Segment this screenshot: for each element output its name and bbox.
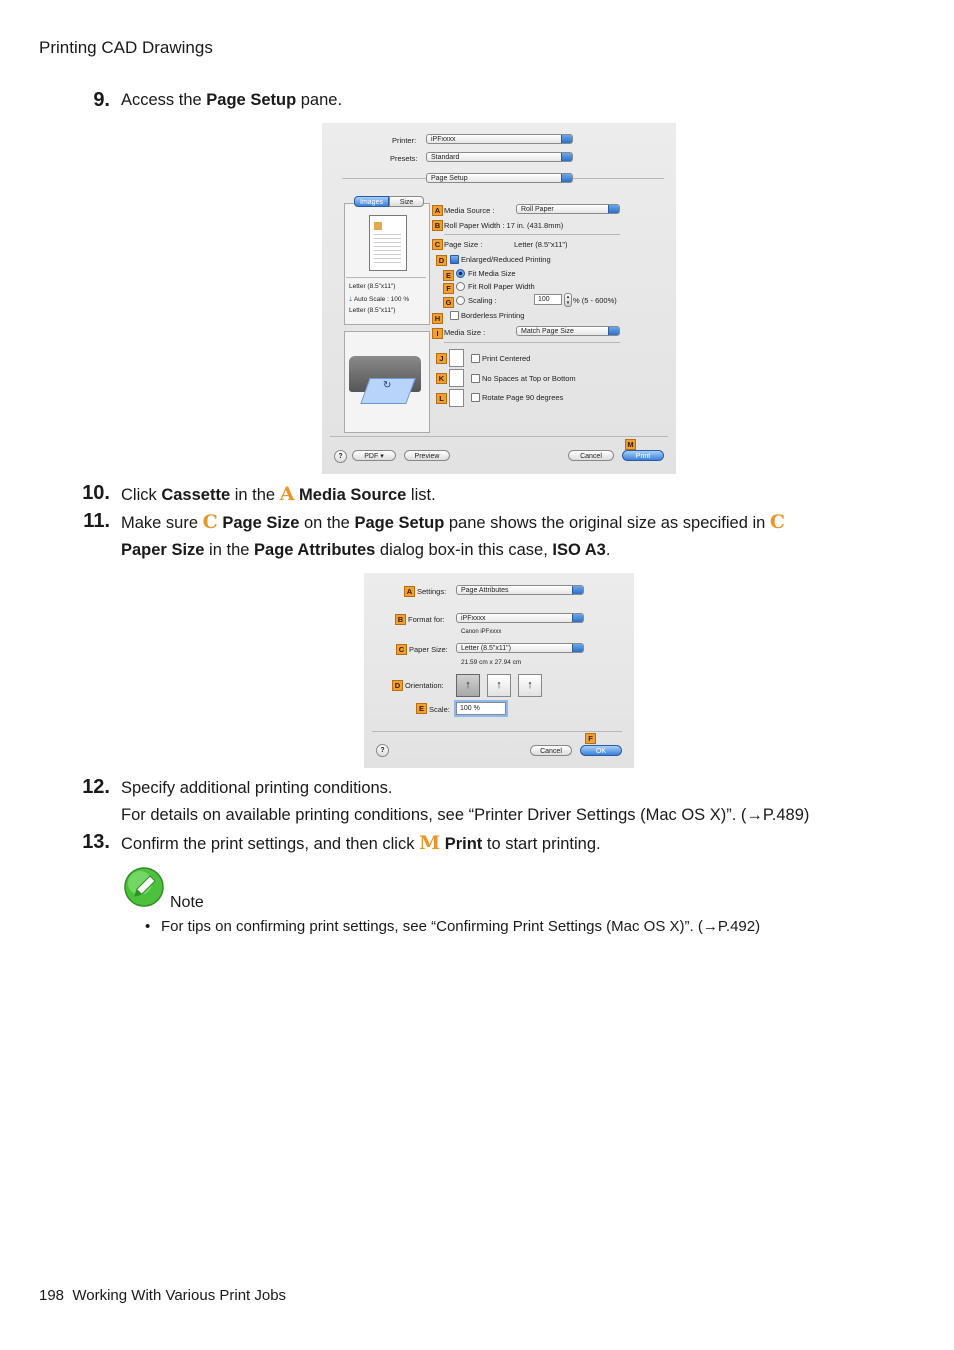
format-for-sub: Canon iPFxxxx xyxy=(461,629,502,635)
page-header: Printing CAD Drawings xyxy=(39,38,213,57)
pdf-button[interactable]: PDF ▾ xyxy=(352,450,396,461)
borderless-printing-checkbox[interactable] xyxy=(450,311,459,320)
print-centered-checkbox[interactable] xyxy=(471,354,480,363)
page-size-label: Page Size : xyxy=(444,240,483,249)
preview-tabs xyxy=(354,196,424,207)
scaling-stepper[interactable]: ▴ ▾ xyxy=(564,293,572,307)
key-badge-d: D xyxy=(392,680,403,691)
key-badge-b: B xyxy=(395,614,406,625)
help-button[interactable]: ? xyxy=(334,450,347,463)
format-for-popup[interactable]: iPFxxxx xyxy=(456,613,584,623)
note-text: For tips on confirming print settings, see “Confirming Print Settings (Mac OS X)”. (→P.492) xyxy=(161,918,761,935)
enlarged-reduced-label: Enlarged/Reduced Printing xyxy=(461,255,551,264)
orientation-label: Orientation: xyxy=(405,681,444,690)
tab-size[interactable]: Size xyxy=(389,196,424,207)
preview-button[interactable]: Preview xyxy=(404,450,450,461)
orientation-landscape-icon[interactable]: ↑ xyxy=(487,674,511,697)
help-button[interactable]: ? xyxy=(376,744,389,757)
note-title: Note xyxy=(170,894,204,911)
enlarged-reduced-checkbox[interactable] xyxy=(450,255,459,264)
divider xyxy=(346,277,426,278)
divider xyxy=(444,234,620,235)
paper-size-label: Paper Size: xyxy=(409,645,448,654)
scaling-radio[interactable] xyxy=(456,296,465,305)
printer-illustration-panel xyxy=(344,331,430,433)
step-12-text: Specify additional printing conditions. For details on available printing conditions, see “Printer Driver Settings (Mac OS X)”. (→P.489) xyxy=(121,779,810,824)
key-letter-m: M xyxy=(419,832,441,854)
media-source-popup[interactable]: Roll Paper xyxy=(516,204,620,214)
scaling-range-label: % (5 - 600%) xyxy=(573,296,617,305)
paper-size-sub: 21.59 cm x 27.94 cm xyxy=(461,659,522,666)
key-badge-k: K xyxy=(436,373,447,384)
step-11-number: 11. xyxy=(83,510,110,532)
pencil-note-icon xyxy=(124,867,164,907)
step-13-number: 13. xyxy=(82,831,110,853)
settings-label: Settings: xyxy=(417,587,447,596)
page-setup-dialog-screenshot xyxy=(322,123,676,474)
page-footer xyxy=(39,1287,286,1304)
rotate-page-icon xyxy=(449,389,464,407)
ok-button[interactable]: OK xyxy=(580,745,622,756)
key-badge-h: H xyxy=(432,313,443,324)
key-badge-l: L xyxy=(436,393,447,404)
footer-section: Working With Various Print Jobs xyxy=(72,1287,287,1304)
cancel-button[interactable]: Cancel xyxy=(568,450,614,461)
no-spaces-icon xyxy=(449,369,464,387)
key-badge-a: A xyxy=(404,586,415,597)
scaling-input[interactable]: 100 xyxy=(534,294,562,305)
step-10-number: 10. xyxy=(82,482,110,504)
page-preview-thumbnail xyxy=(369,215,407,271)
fit-roll-paper-width-radio[interactable] xyxy=(456,282,465,291)
preview-line-2: 🡓 Auto Scale : 100 % xyxy=(349,296,410,303)
print-button[interactable]: Print xyxy=(622,450,664,461)
presets-label: Presets: xyxy=(390,154,418,163)
media-size-popup[interactable]: Match Page Size xyxy=(516,326,620,336)
no-spaces-checkbox[interactable] xyxy=(471,374,480,383)
step-9-text: Access the Page Setup pane. xyxy=(121,91,343,109)
step-11-text: Make sure C Page Size on the Page Setup pane shows the original size as specified in C Paper Size in the Page Attributes dialog box-in this case, ISO A3. xyxy=(121,511,786,559)
key-letter-a: A xyxy=(279,483,295,505)
printer-label: Printer: xyxy=(392,136,417,145)
scale-label: Scale: xyxy=(429,705,450,714)
fit-roll-paper-width-label: Fit Roll Paper Width xyxy=(468,282,535,291)
preview-line-1: Letter (8.5"x11") xyxy=(349,283,396,290)
step-9-number: 9. xyxy=(93,89,110,111)
fit-media-size-radio[interactable] xyxy=(456,269,465,278)
divider xyxy=(372,731,622,732)
fit-media-size-label: Fit Media Size xyxy=(468,269,516,278)
key-badge-a: A xyxy=(432,205,443,216)
key-badge-c: C xyxy=(396,644,407,655)
key-badge-e: E xyxy=(416,703,427,714)
preview-line-3: Letter (8.5"x11") xyxy=(349,307,396,314)
page-number: 198 xyxy=(39,1287,65,1304)
key-badge-g: G xyxy=(443,297,454,308)
key-badge-f: F xyxy=(443,283,454,294)
rotate-page-label: Rotate Page 90 degrees xyxy=(482,393,564,402)
key-letter-c: C xyxy=(769,511,786,533)
key-badge-e: E xyxy=(443,270,454,281)
divider xyxy=(444,342,620,343)
key-badge-b: B xyxy=(432,220,443,231)
page-size-value: Letter (8.5"x11") xyxy=(514,240,568,249)
pane-popup[interactable]: Page Setup xyxy=(426,173,573,183)
key-badge-c: C xyxy=(432,239,443,250)
divider xyxy=(330,436,668,437)
media-source-label: Media Source : xyxy=(444,206,495,215)
key-badge-f: F xyxy=(585,733,596,744)
media-size-label: Media Size : xyxy=(444,328,486,337)
orientation-portrait-icon[interactable]: ↑ xyxy=(456,674,480,697)
key-badge-m: M xyxy=(625,439,636,450)
presets-popup[interactable]: Standard xyxy=(426,152,573,162)
key-badge-d: D xyxy=(436,255,447,266)
scaling-label: Scaling : xyxy=(468,296,497,305)
step-10-text: Click Cassette in the A Media Source list. xyxy=(121,483,436,505)
orientation-reverse-landscape-icon[interactable]: ↑ xyxy=(518,674,542,697)
key-letter-c: C xyxy=(202,511,218,533)
print-centered-label: Print Centered xyxy=(482,354,531,363)
cancel-button[interactable]: Cancel xyxy=(530,745,572,756)
step-13-text: Confirm the print settings, and then click M Print to start printing. xyxy=(121,832,601,854)
format-for-label: Format for: xyxy=(408,615,445,624)
borderless-printing-label: Borderless Printing xyxy=(461,311,525,320)
step-12-number: 12. xyxy=(82,776,110,798)
page-attributes-dialog-screenshot xyxy=(364,573,634,768)
settings-popup[interactable]: Page Attributes xyxy=(456,585,584,595)
scale-input[interactable]: 100 % xyxy=(456,702,506,715)
tab-images[interactable]: Images xyxy=(354,196,389,207)
arrow-down-icon: 🡓 xyxy=(349,296,354,303)
print-centered-icon xyxy=(449,349,464,367)
note-bullet: • xyxy=(145,918,151,935)
rotate-page-checkbox[interactable] xyxy=(471,393,480,402)
roll-paper-width-label: Roll Paper Width : 17 in. (431.8mm) xyxy=(444,221,564,230)
printer-popup[interactable]: iPFxxxx xyxy=(426,134,573,144)
key-badge-j: J xyxy=(436,353,447,364)
key-badge-i: I xyxy=(432,328,443,339)
rotate-arrow-icon: ↻ xyxy=(383,380,392,391)
no-spaces-label: No Spaces at Top or Bottom xyxy=(482,374,576,383)
paper-size-popup[interactable]: Letter (8.5"x11") xyxy=(456,643,584,653)
